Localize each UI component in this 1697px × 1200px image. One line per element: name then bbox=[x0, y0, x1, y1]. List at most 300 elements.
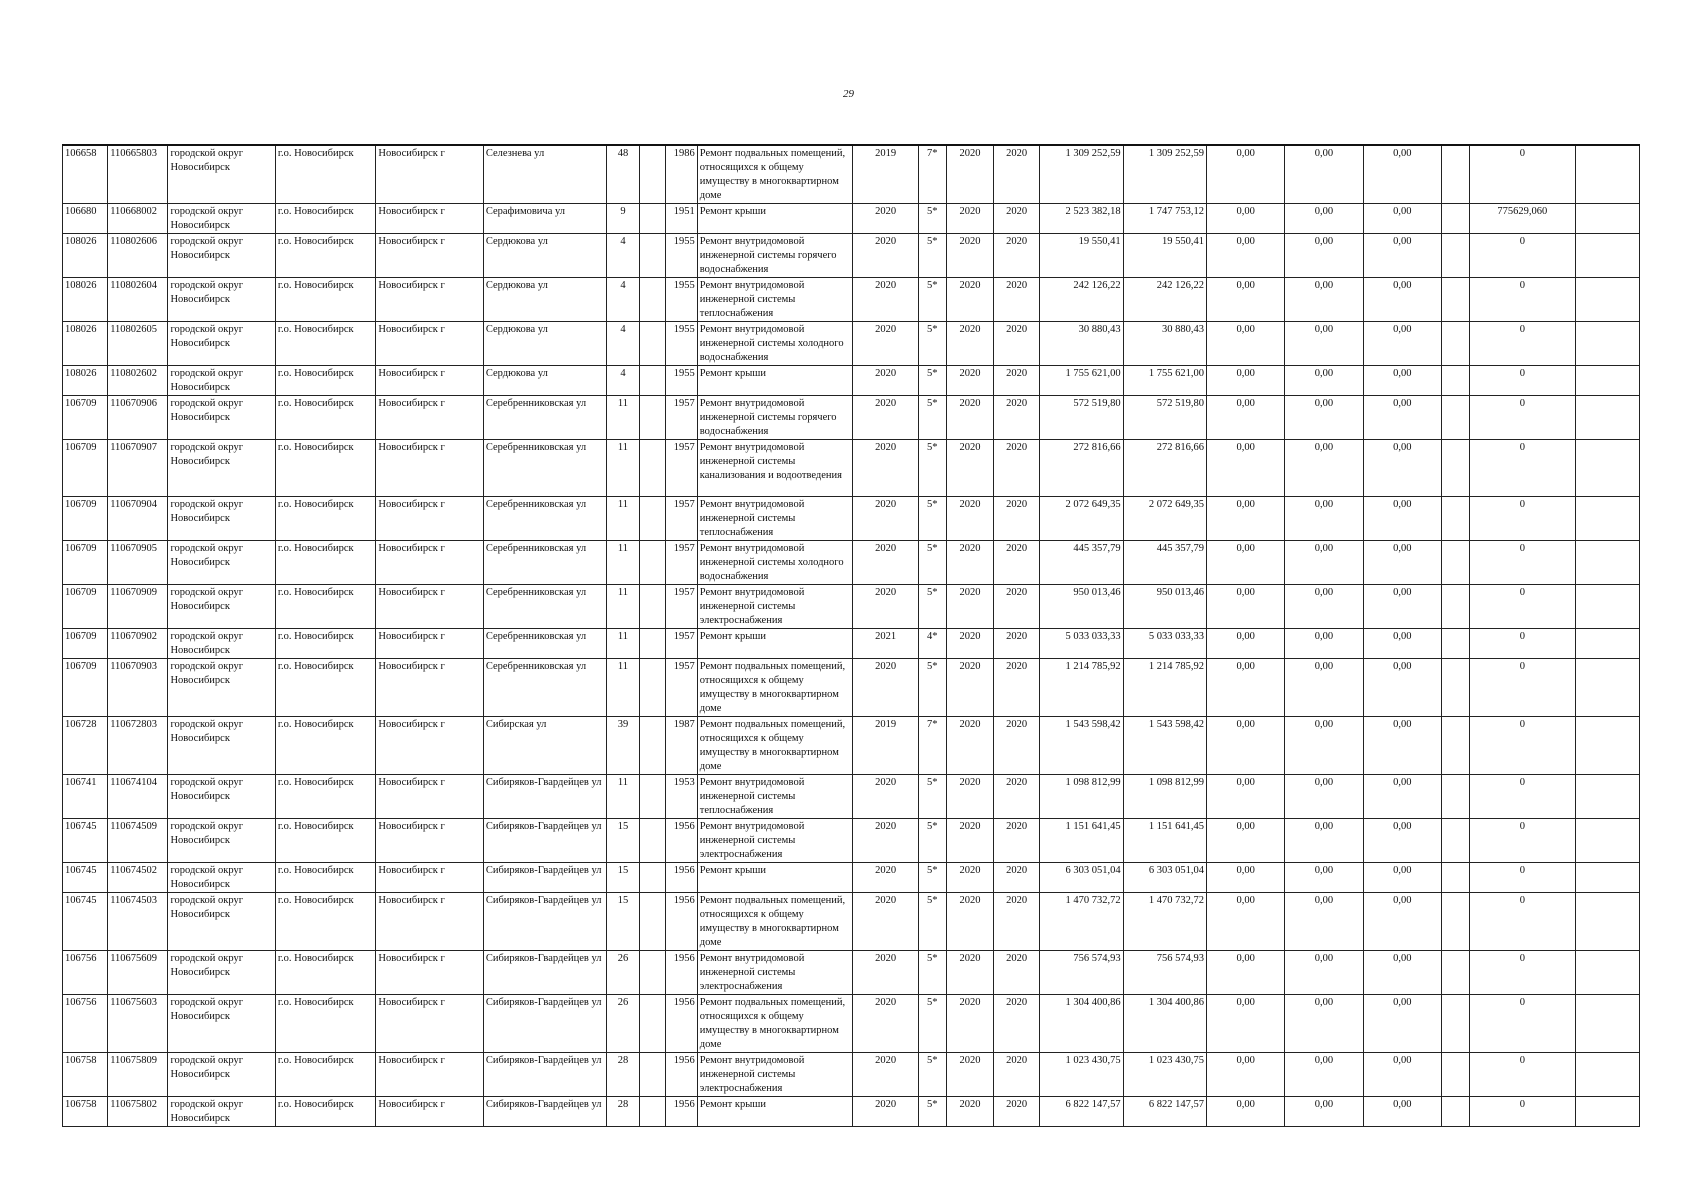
cell-start-year: 2020 bbox=[946, 819, 993, 863]
cell-municipality: городской округ Новосибирск bbox=[168, 717, 275, 775]
cell-note bbox=[1575, 204, 1639, 234]
cell-note bbox=[1575, 541, 1639, 585]
cell-budget-fed: 0,00 bbox=[1206, 278, 1284, 322]
cell-house-number: 28 bbox=[607, 1097, 639, 1127]
cell-start-year: 2020 bbox=[946, 585, 993, 629]
cell-year-built: 1957 bbox=[665, 585, 697, 629]
cell-plan-year: 2020 bbox=[853, 278, 918, 322]
cell-start-year: 2020 bbox=[946, 278, 993, 322]
cell-building bbox=[639, 145, 665, 204]
cell-priority: 5* bbox=[918, 995, 946, 1053]
cell-extra bbox=[1442, 366, 1470, 396]
cell-work-type: Ремонт крыши bbox=[697, 204, 853, 234]
cell-year-built: 1956 bbox=[665, 863, 697, 893]
cell-note bbox=[1575, 145, 1639, 204]
cell-budget-region: 0,00 bbox=[1285, 497, 1363, 541]
cell-owners-funds: 0 bbox=[1470, 717, 1575, 775]
cell-municipality: городской округ Новосибирск bbox=[168, 278, 275, 322]
cell-plan-year: 2020 bbox=[853, 497, 918, 541]
cell-building bbox=[639, 541, 665, 585]
cell-year-built: 1957 bbox=[665, 396, 697, 440]
cell-locality: Новосибирск г bbox=[376, 1053, 483, 1097]
cell-street: Серебренниковская ул bbox=[483, 659, 607, 717]
cell-budget-region: 0,00 bbox=[1285, 541, 1363, 585]
cell-locality: Новосибирск г bbox=[376, 629, 483, 659]
cell-budget-fed: 0,00 bbox=[1206, 234, 1284, 278]
cell-work-id: 110675802 bbox=[108, 1097, 168, 1127]
cell-work-type: Ремонт внутридомовой инженерной системы горячего водоснабжения bbox=[697, 396, 853, 440]
cell-locality: Новосибирск г bbox=[376, 585, 483, 629]
table-row bbox=[63, 204, 1640, 234]
cell-work-id: 110674104 bbox=[108, 775, 168, 819]
cell-plan-year: 2020 bbox=[853, 234, 918, 278]
cell-start-year: 2020 bbox=[946, 145, 993, 204]
cell-budget-region: 0,00 bbox=[1285, 951, 1363, 995]
cell-urban-district: г.о. Новосибирск bbox=[275, 145, 375, 204]
table-row bbox=[63, 629, 1640, 659]
cell-work-id: 110675809 bbox=[108, 1053, 168, 1097]
repair-program-table bbox=[62, 144, 1640, 1127]
cell-work-type: Ремонт крыши bbox=[697, 629, 853, 659]
cell-locality: Новосибирск г bbox=[376, 278, 483, 322]
cell-house-id: 106658 bbox=[63, 145, 108, 204]
cell-note bbox=[1575, 775, 1639, 819]
cell-priority: 5* bbox=[918, 366, 946, 396]
cell-house-id: 106680 bbox=[63, 204, 108, 234]
cell-building bbox=[639, 863, 665, 893]
cell-total-cost: 1 543 598,42 bbox=[1040, 717, 1123, 775]
cell-fund-cost: 19 550,41 bbox=[1123, 234, 1206, 278]
cell-municipality: городской округ Новосибирск bbox=[168, 366, 275, 396]
cell-work-id: 110674503 bbox=[108, 893, 168, 951]
cell-plan-year: 2019 bbox=[853, 717, 918, 775]
cell-urban-district: г.о. Новосибирск bbox=[275, 819, 375, 863]
cell-house-number: 9 bbox=[607, 204, 639, 234]
cell-house-number: 11 bbox=[607, 659, 639, 717]
cell-street: Серебренниковская ул bbox=[483, 396, 607, 440]
cell-budget-region: 0,00 bbox=[1285, 585, 1363, 629]
cell-work-type: Ремонт внутридомовой инженерной системы электроснабжения bbox=[697, 1053, 853, 1097]
cell-year-built: 1956 bbox=[665, 995, 697, 1053]
cell-budget-region: 0,00 bbox=[1285, 659, 1363, 717]
cell-total-cost: 19 550,41 bbox=[1040, 234, 1123, 278]
cell-locality: Новосибирск г bbox=[376, 819, 483, 863]
cell-total-cost: 1 755 621,00 bbox=[1040, 366, 1123, 396]
cell-urban-district: г.о. Новосибирск bbox=[275, 204, 375, 234]
cell-urban-district: г.о. Новосибирск bbox=[275, 1097, 375, 1127]
cell-budget-region: 0,00 bbox=[1285, 145, 1363, 204]
cell-budget-fed: 0,00 bbox=[1206, 1053, 1284, 1097]
cell-building bbox=[639, 819, 665, 863]
cell-street: Селезнева ул bbox=[483, 145, 607, 204]
cell-work-id: 110674502 bbox=[108, 863, 168, 893]
cell-owners-funds: 0 bbox=[1470, 995, 1575, 1053]
cell-start-year: 2020 bbox=[946, 629, 993, 659]
cell-work-id: 110668002 bbox=[108, 204, 168, 234]
cell-plan-year: 2020 bbox=[853, 322, 918, 366]
cell-year-built: 1953 bbox=[665, 775, 697, 819]
cell-house-id: 106741 bbox=[63, 775, 108, 819]
cell-owners-funds: 0 bbox=[1470, 893, 1575, 951]
cell-work-id: 110670904 bbox=[108, 497, 168, 541]
cell-year-built: 1957 bbox=[665, 440, 697, 497]
cell-house-id: 106709 bbox=[63, 585, 108, 629]
cell-urban-district: г.о. Новосибирск bbox=[275, 278, 375, 322]
cell-total-cost: 242 126,22 bbox=[1040, 278, 1123, 322]
cell-priority: 7* bbox=[918, 145, 946, 204]
cell-budget-local: 0,00 bbox=[1363, 204, 1441, 234]
cell-municipality: городской округ Новосибирск bbox=[168, 440, 275, 497]
cell-work-type: Ремонт внутридомовой инженерной системы электроснабжения bbox=[697, 951, 853, 995]
cell-locality: Новосибирск г bbox=[376, 659, 483, 717]
cell-street: Сердюкова ул bbox=[483, 278, 607, 322]
cell-budget-fed: 0,00 bbox=[1206, 204, 1284, 234]
cell-locality: Новосибирск г bbox=[376, 322, 483, 366]
cell-extra bbox=[1442, 1053, 1470, 1097]
cell-work-type: Ремонт внутридомовой инженерной системы электроснабжения bbox=[697, 819, 853, 863]
cell-fund-cost: 1 098 812,99 bbox=[1123, 775, 1206, 819]
cell-house-number: 28 bbox=[607, 1053, 639, 1097]
table-row bbox=[63, 585, 1640, 629]
cell-budget-fed: 0,00 bbox=[1206, 819, 1284, 863]
cell-house-id: 106709 bbox=[63, 629, 108, 659]
cell-fund-cost: 242 126,22 bbox=[1123, 278, 1206, 322]
cell-house-id: 108026 bbox=[63, 322, 108, 366]
cell-extra bbox=[1442, 819, 1470, 863]
cell-priority: 5* bbox=[918, 234, 946, 278]
cell-owners-funds: 0 bbox=[1470, 366, 1575, 396]
cell-locality: Новосибирск г bbox=[376, 995, 483, 1053]
cell-urban-district: г.о. Новосибирск bbox=[275, 951, 375, 995]
cell-budget-local: 0,00 bbox=[1363, 995, 1441, 1053]
cell-budget-local: 0,00 bbox=[1363, 278, 1441, 322]
cell-end-year: 2020 bbox=[994, 322, 1040, 366]
cell-extra bbox=[1442, 775, 1470, 819]
table-row bbox=[63, 145, 1640, 204]
cell-end-year: 2020 bbox=[994, 1053, 1040, 1097]
cell-total-cost: 2 072 649,35 bbox=[1040, 497, 1123, 541]
cell-work-id: 110670903 bbox=[108, 659, 168, 717]
cell-year-built: 1956 bbox=[665, 1097, 697, 1127]
cell-budget-local: 0,00 bbox=[1363, 775, 1441, 819]
cell-house-id: 106709 bbox=[63, 541, 108, 585]
cell-priority: 5* bbox=[918, 440, 946, 497]
table-row bbox=[63, 775, 1640, 819]
cell-house-id: 106709 bbox=[63, 440, 108, 497]
cell-budget-local: 0,00 bbox=[1363, 1053, 1441, 1097]
cell-fund-cost: 445 357,79 bbox=[1123, 541, 1206, 585]
cell-locality: Новосибирск г bbox=[376, 1097, 483, 1127]
cell-end-year: 2020 bbox=[994, 1097, 1040, 1127]
cell-budget-local: 0,00 bbox=[1363, 541, 1441, 585]
cell-extra bbox=[1442, 440, 1470, 497]
cell-street: Сибиряков-Гвардейцев ул bbox=[483, 775, 607, 819]
cell-end-year: 2020 bbox=[994, 951, 1040, 995]
cell-fund-cost: 1 023 430,75 bbox=[1123, 1053, 1206, 1097]
cell-municipality: городской округ Новосибирск bbox=[168, 541, 275, 585]
cell-owners-funds: 0 bbox=[1470, 819, 1575, 863]
cell-municipality: городской округ Новосибирск bbox=[168, 863, 275, 893]
cell-urban-district: г.о. Новосибирск bbox=[275, 234, 375, 278]
cell-urban-district: г.о. Новосибирск bbox=[275, 497, 375, 541]
cell-total-cost: 950 013,46 bbox=[1040, 585, 1123, 629]
cell-total-cost: 572 519,80 bbox=[1040, 396, 1123, 440]
cell-budget-local: 0,00 bbox=[1363, 863, 1441, 893]
cell-house-id: 106756 bbox=[63, 951, 108, 995]
cell-work-type: Ремонт крыши bbox=[697, 366, 853, 396]
cell-budget-local: 0,00 bbox=[1363, 659, 1441, 717]
cell-budget-region: 0,00 bbox=[1285, 995, 1363, 1053]
cell-budget-region: 0,00 bbox=[1285, 396, 1363, 440]
cell-street: Сибиряков-Гвардейцев ул bbox=[483, 951, 607, 995]
cell-municipality: городской округ Новосибирск bbox=[168, 204, 275, 234]
cell-priority: 5* bbox=[918, 497, 946, 541]
cell-work-id: 110670906 bbox=[108, 396, 168, 440]
cell-priority: 5* bbox=[918, 396, 946, 440]
cell-priority: 5* bbox=[918, 893, 946, 951]
cell-fund-cost: 30 880,43 bbox=[1123, 322, 1206, 366]
cell-street: Серебренниковская ул bbox=[483, 497, 607, 541]
cell-street: Серебренниковская ул bbox=[483, 629, 607, 659]
cell-note bbox=[1575, 893, 1639, 951]
cell-note bbox=[1575, 322, 1639, 366]
cell-priority: 5* bbox=[918, 541, 946, 585]
cell-house-number: 15 bbox=[607, 863, 639, 893]
table-row bbox=[63, 322, 1640, 366]
cell-budget-region: 0,00 bbox=[1285, 819, 1363, 863]
cell-fund-cost: 272 816,66 bbox=[1123, 440, 1206, 497]
table-row bbox=[63, 366, 1640, 396]
cell-urban-district: г.о. Новосибирск bbox=[275, 775, 375, 819]
cell-start-year: 2020 bbox=[946, 440, 993, 497]
cell-plan-year: 2020 bbox=[853, 585, 918, 629]
cell-house-number: 4 bbox=[607, 366, 639, 396]
cell-plan-year: 2020 bbox=[853, 863, 918, 893]
cell-end-year: 2020 bbox=[994, 585, 1040, 629]
cell-total-cost: 1 151 641,45 bbox=[1040, 819, 1123, 863]
cell-year-built: 1957 bbox=[665, 541, 697, 585]
cell-street: Сибиряков-Гвардейцев ул bbox=[483, 893, 607, 951]
cell-house-id: 106709 bbox=[63, 396, 108, 440]
cell-plan-year: 2020 bbox=[853, 440, 918, 497]
cell-end-year: 2020 bbox=[994, 497, 1040, 541]
cell-budget-region: 0,00 bbox=[1285, 893, 1363, 951]
cell-house-id: 106728 bbox=[63, 717, 108, 775]
cell-budget-fed: 0,00 bbox=[1206, 995, 1284, 1053]
cell-municipality: городской округ Новосибирск bbox=[168, 396, 275, 440]
cell-street: Сибирская ул bbox=[483, 717, 607, 775]
cell-budget-region: 0,00 bbox=[1285, 1097, 1363, 1127]
cell-owners-funds: 0 bbox=[1470, 396, 1575, 440]
cell-budget-local: 0,00 bbox=[1363, 234, 1441, 278]
table-row bbox=[63, 396, 1640, 440]
cell-work-type: Ремонт внутридомовой инженерной системы холодного водоснабжения bbox=[697, 541, 853, 585]
cell-owners-funds: 0 bbox=[1470, 440, 1575, 497]
cell-priority: 5* bbox=[918, 951, 946, 995]
cell-priority: 7* bbox=[918, 717, 946, 775]
cell-priority: 5* bbox=[918, 322, 946, 366]
cell-work-id: 110802602 bbox=[108, 366, 168, 396]
cell-end-year: 2020 bbox=[994, 893, 1040, 951]
cell-owners-funds: 0 bbox=[1470, 541, 1575, 585]
cell-note bbox=[1575, 951, 1639, 995]
cell-house-number: 48 bbox=[607, 145, 639, 204]
cell-urban-district: г.о. Новосибирск bbox=[275, 629, 375, 659]
cell-note bbox=[1575, 278, 1639, 322]
cell-building bbox=[639, 366, 665, 396]
cell-end-year: 2020 bbox=[994, 541, 1040, 585]
cell-budget-fed: 0,00 bbox=[1206, 629, 1284, 659]
cell-building bbox=[639, 440, 665, 497]
cell-house-id: 106756 bbox=[63, 995, 108, 1053]
cell-street: Сердюкова ул bbox=[483, 366, 607, 396]
cell-year-built: 1955 bbox=[665, 234, 697, 278]
cell-extra bbox=[1442, 863, 1470, 893]
cell-end-year: 2020 bbox=[994, 629, 1040, 659]
cell-start-year: 2020 bbox=[946, 717, 993, 775]
cell-street: Серафимовича ул bbox=[483, 204, 607, 234]
cell-end-year: 2020 bbox=[994, 204, 1040, 234]
cell-building bbox=[639, 717, 665, 775]
cell-house-id: 108026 bbox=[63, 278, 108, 322]
cell-fund-cost: 572 519,80 bbox=[1123, 396, 1206, 440]
cell-street: Серебренниковская ул bbox=[483, 585, 607, 629]
cell-locality: Новосибирск г bbox=[376, 234, 483, 278]
cell-extra bbox=[1442, 396, 1470, 440]
cell-fund-cost: 6 303 051,04 bbox=[1123, 863, 1206, 893]
cell-house-id: 108026 bbox=[63, 366, 108, 396]
cell-plan-year: 2020 bbox=[853, 893, 918, 951]
cell-house-number: 4 bbox=[607, 322, 639, 366]
cell-year-built: 1955 bbox=[665, 366, 697, 396]
cell-year-built: 1956 bbox=[665, 1053, 697, 1097]
cell-municipality: городской округ Новосибирск bbox=[168, 497, 275, 541]
cell-total-cost: 1 304 400,86 bbox=[1040, 995, 1123, 1053]
cell-locality: Новосибирск г bbox=[376, 145, 483, 204]
cell-work-id: 110670907 bbox=[108, 440, 168, 497]
cell-locality: Новосибирск г bbox=[376, 440, 483, 497]
cell-urban-district: г.о. Новосибирск bbox=[275, 1053, 375, 1097]
cell-note bbox=[1575, 717, 1639, 775]
cell-plan-year: 2020 bbox=[853, 1053, 918, 1097]
cell-priority: 5* bbox=[918, 819, 946, 863]
cell-start-year: 2020 bbox=[946, 995, 993, 1053]
cell-total-cost: 272 816,66 bbox=[1040, 440, 1123, 497]
cell-building bbox=[639, 1053, 665, 1097]
cell-budget-fed: 0,00 bbox=[1206, 440, 1284, 497]
cell-plan-year: 2020 bbox=[853, 366, 918, 396]
cell-work-id: 110675603 bbox=[108, 995, 168, 1053]
cell-owners-funds: 775629,060 bbox=[1470, 204, 1575, 234]
cell-start-year: 2020 bbox=[946, 863, 993, 893]
table-row bbox=[63, 951, 1640, 995]
cell-extra bbox=[1442, 629, 1470, 659]
cell-year-built: 1987 bbox=[665, 717, 697, 775]
cell-work-type: Ремонт подвальных помещений, относящихся к общему имуществу в многоквартирном доме bbox=[697, 659, 853, 717]
cell-budget-fed: 0,00 bbox=[1206, 893, 1284, 951]
cell-building bbox=[639, 204, 665, 234]
cell-extra bbox=[1442, 585, 1470, 629]
cell-budget-local: 0,00 bbox=[1363, 819, 1441, 863]
cell-end-year: 2020 bbox=[994, 440, 1040, 497]
cell-total-cost: 1 470 732,72 bbox=[1040, 893, 1123, 951]
cell-note bbox=[1575, 819, 1639, 863]
cell-budget-region: 0,00 bbox=[1285, 775, 1363, 819]
cell-house-number: 4 bbox=[607, 278, 639, 322]
cell-extra bbox=[1442, 893, 1470, 951]
cell-year-built: 1955 bbox=[665, 322, 697, 366]
cell-budget-region: 0,00 bbox=[1285, 629, 1363, 659]
cell-priority: 4* bbox=[918, 629, 946, 659]
cell-owners-funds: 0 bbox=[1470, 1097, 1575, 1127]
cell-house-number: 26 bbox=[607, 995, 639, 1053]
cell-budget-local: 0,00 bbox=[1363, 366, 1441, 396]
cell-fund-cost: 6 822 147,57 bbox=[1123, 1097, 1206, 1127]
cell-urban-district: г.о. Новосибирск bbox=[275, 322, 375, 366]
cell-budget-fed: 0,00 bbox=[1206, 863, 1284, 893]
cell-locality: Новосибирск г bbox=[376, 863, 483, 893]
cell-fund-cost: 1 543 598,42 bbox=[1123, 717, 1206, 775]
cell-municipality: городской округ Новосибирск bbox=[168, 951, 275, 995]
cell-note bbox=[1575, 585, 1639, 629]
cell-street: Сердюкова ул bbox=[483, 234, 607, 278]
cell-locality: Новосибирск г bbox=[376, 396, 483, 440]
cell-note bbox=[1575, 1053, 1639, 1097]
cell-work-id: 110802605 bbox=[108, 322, 168, 366]
cell-work-type: Ремонт подвальных помещений, относящихся к общему имуществу в многоквартирном доме bbox=[697, 717, 853, 775]
cell-fund-cost: 5 033 033,33 bbox=[1123, 629, 1206, 659]
cell-work-id: 110802606 bbox=[108, 234, 168, 278]
cell-note bbox=[1575, 497, 1639, 541]
cell-end-year: 2020 bbox=[994, 775, 1040, 819]
cell-note bbox=[1575, 1097, 1639, 1127]
cell-plan-year: 2020 bbox=[853, 541, 918, 585]
cell-note bbox=[1575, 629, 1639, 659]
cell-fund-cost: 1 151 641,45 bbox=[1123, 819, 1206, 863]
cell-owners-funds: 0 bbox=[1470, 775, 1575, 819]
cell-house-number: 4 bbox=[607, 234, 639, 278]
cell-extra bbox=[1442, 497, 1470, 541]
cell-fund-cost: 1 214 785,92 bbox=[1123, 659, 1206, 717]
cell-total-cost: 1 309 252,59 bbox=[1040, 145, 1123, 204]
cell-work-id: 110675609 bbox=[108, 951, 168, 995]
cell-budget-local: 0,00 bbox=[1363, 1097, 1441, 1127]
cell-urban-district: г.о. Новосибирск bbox=[275, 585, 375, 629]
cell-locality: Новосибирск г bbox=[376, 366, 483, 396]
table-row bbox=[63, 541, 1640, 585]
cell-house-id: 106745 bbox=[63, 893, 108, 951]
cell-priority: 5* bbox=[918, 585, 946, 629]
cell-house-number: 11 bbox=[607, 775, 639, 819]
cell-start-year: 2020 bbox=[946, 234, 993, 278]
cell-total-cost: 1 214 785,92 bbox=[1040, 659, 1123, 717]
cell-urban-district: г.о. Новосибирск bbox=[275, 893, 375, 951]
cell-total-cost: 756 574,93 bbox=[1040, 951, 1123, 995]
cell-work-type: Ремонт внутридомовой инженерной системы электроснабжения bbox=[697, 585, 853, 629]
cell-priority: 5* bbox=[918, 775, 946, 819]
cell-fund-cost: 1 309 252,59 bbox=[1123, 145, 1206, 204]
cell-note bbox=[1575, 234, 1639, 278]
cell-work-id: 110802604 bbox=[108, 278, 168, 322]
cell-fund-cost: 1 304 400,86 bbox=[1123, 995, 1206, 1053]
cell-work-id: 110674509 bbox=[108, 819, 168, 863]
cell-end-year: 2020 bbox=[994, 145, 1040, 204]
cell-start-year: 2020 bbox=[946, 322, 993, 366]
cell-municipality: городской округ Новосибирск bbox=[168, 1097, 275, 1127]
cell-owners-funds: 0 bbox=[1470, 278, 1575, 322]
cell-note bbox=[1575, 995, 1639, 1053]
cell-house-id: 106709 bbox=[63, 659, 108, 717]
